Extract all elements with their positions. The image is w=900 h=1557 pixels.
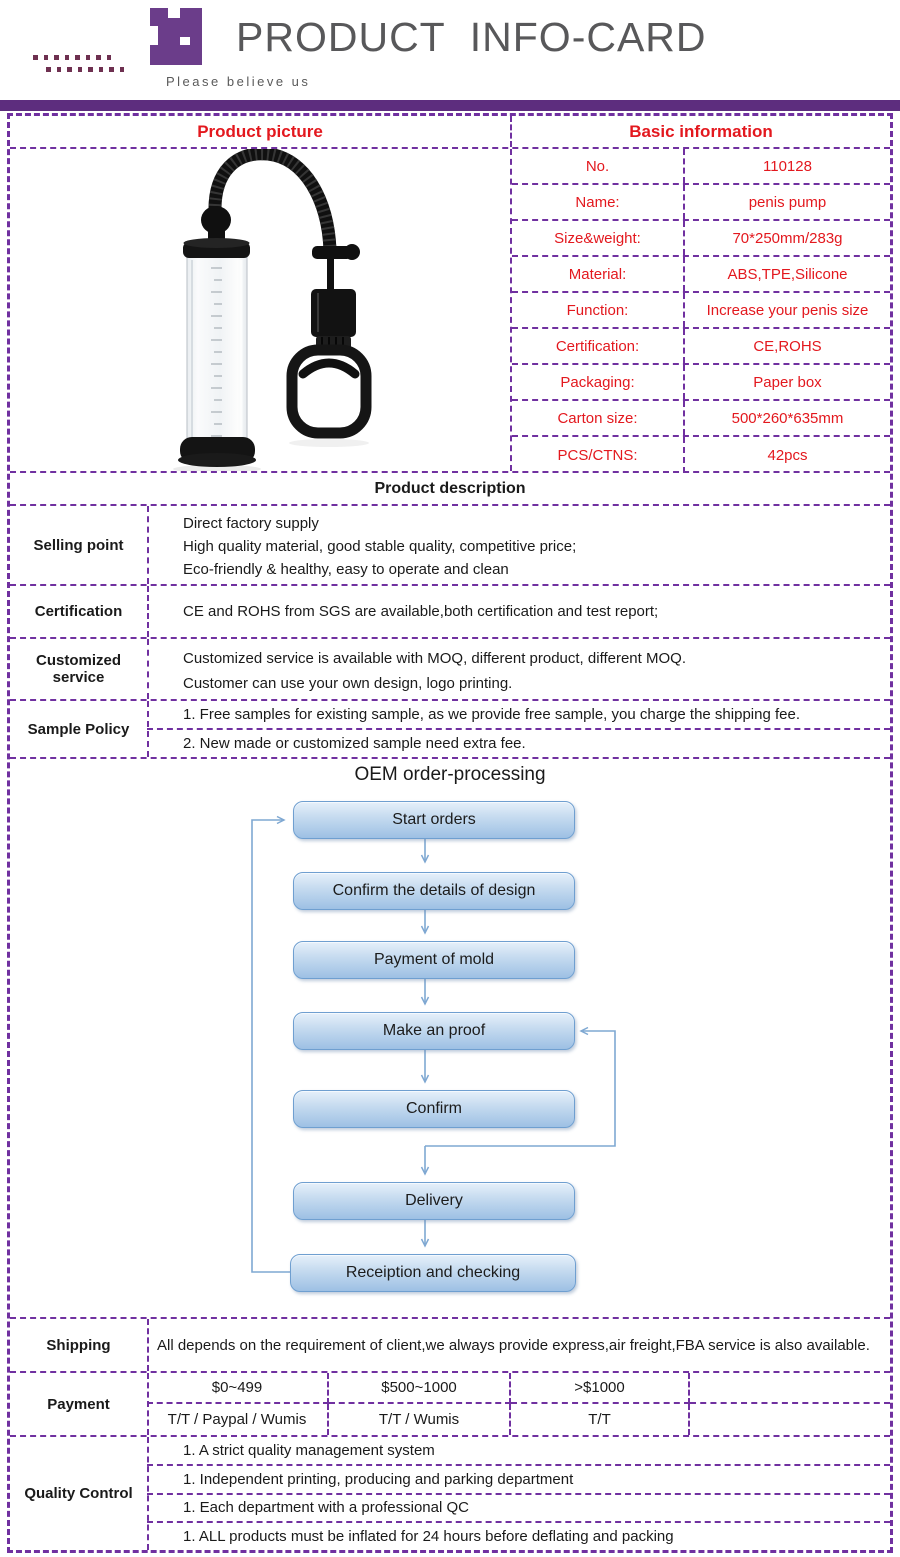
sample-policy-line: 2. New made or customized sample need extra fee.	[183, 735, 526, 752]
payment-label: Payment	[10, 1373, 149, 1435]
customized-service-label: Customized service	[10, 639, 149, 699]
flow-step-payment-mold: Payment of mold	[293, 941, 575, 979]
basic-info-column-header: Basic information	[629, 121, 773, 141]
basic-info-row	[512, 329, 890, 365]
dot-pattern-row1	[33, 55, 111, 60]
basic-info-value: CE,ROHS	[753, 337, 822, 355]
flow-step-start-orders: Start orders	[293, 801, 575, 839]
basic-info-label: Packaging:	[512, 365, 685, 399]
quality-control-label: Quality Control	[10, 1437, 149, 1550]
flow-step-confirm: Confirm	[293, 1090, 575, 1128]
dot-pattern-row2	[46, 67, 124, 72]
shipping-row	[10, 1319, 890, 1373]
customized-service-text	[147, 639, 890, 699]
basic-info-label: Carton size:	[512, 401, 685, 435]
certification-text: CE and ROHS from SGS are available,both certification and test report;	[183, 603, 659, 620]
quality-control-item: 1. A strict quality management system	[147, 1437, 890, 1466]
basic-info-row	[512, 257, 890, 293]
product-photo	[10, 149, 510, 471]
basic-info-label: Material:	[512, 257, 685, 291]
basic-info-label: Size&weight:	[512, 221, 685, 255]
payment-tier3-methods: T/T	[511, 1404, 690, 1435]
payment-tier4-methods	[690, 1404, 890, 1435]
selling-point-row	[10, 506, 890, 586]
flow-step-reception-checking: Receiption and checking	[290, 1254, 576, 1292]
quality-control-list	[147, 1437, 890, 1550]
basic-info-row	[512, 149, 890, 185]
flow-step-confirm-design: Confirm the details of design	[293, 872, 575, 910]
basic-info-label: Certification:	[512, 329, 685, 363]
selling-point-text	[147, 506, 890, 584]
flow-step-make-proof: Make an proof	[293, 1012, 575, 1050]
basic-info-row	[512, 365, 890, 401]
basic-info-row	[512, 293, 890, 329]
basic-info-value: Paper box	[753, 373, 822, 391]
basic-info-value: 110128	[763, 157, 812, 175]
basic-info-label: Name:	[512, 185, 685, 219]
basic-info-row	[512, 221, 890, 257]
payment-table	[147, 1373, 890, 1435]
customized-service-line: Customized service is available with MOQ, different product, different MOQ.	[183, 650, 686, 667]
selling-point-label: Selling point	[10, 506, 149, 584]
flow-step-delivery: Delivery	[293, 1182, 575, 1220]
quality-control-item: 1. Independent printing, producing and parking department	[147, 1466, 890, 1495]
customized-service-row	[10, 639, 890, 701]
payment-tier2-range: $500~1000	[329, 1373, 511, 1404]
certification-label: Certification	[10, 586, 149, 637]
sample-policy-label: Sample Policy	[10, 701, 149, 757]
selling-point-line: Eco-friendly & healthy, easy to operate and clean	[183, 561, 509, 578]
selling-point-line: High quality material, good stable quality, competitive price;	[183, 538, 577, 555]
selling-point-line: Direct factory supply	[183, 515, 319, 532]
info-card-table	[7, 113, 893, 1553]
basic-info-value: penis pump	[748, 193, 827, 211]
basic-info-value: Increase your penis size	[706, 301, 869, 319]
page-title: PRODUCT INFO-CARD	[236, 14, 707, 60]
basic-info-row	[512, 401, 890, 437]
customized-service-line: Customer can use your own design, logo printing.	[183, 675, 513, 692]
payment-tier1-methods: T/T / Paypal / Wumis	[147, 1404, 329, 1435]
basic-info-label: PCS/CTNS:	[512, 437, 685, 473]
payment-tier4-range	[690, 1373, 890, 1404]
basic-info-label: Function:	[512, 293, 685, 327]
shipping-text: All depends on the requirement of client,we always provide express,air freight,FBA service is also available.	[157, 1336, 870, 1354]
brand-logo-icon	[148, 7, 204, 67]
quality-control-item: 1. ALL products must be inflated for 24 hours before deflating and packing	[183, 1528, 674, 1546]
payment-tier2-methods: T/T / Wumis	[329, 1404, 511, 1435]
product-picture-cell	[10, 149, 512, 471]
basic-info-value: 42pcs	[767, 446, 808, 464]
quality-control-item: 1. Each department with a professional QC	[147, 1495, 890, 1524]
shipping-label: Shipping	[10, 1319, 149, 1371]
quality-control-row	[10, 1437, 890, 1550]
description-header: Product description	[10, 473, 890, 506]
payment-tier3-range: >$1000	[511, 1373, 690, 1404]
basic-info-value: 70*250mm/283g	[732, 229, 843, 247]
basic-info-row	[512, 185, 890, 221]
flowchart-title: OEM order-processing	[354, 764, 546, 785]
basic-info-row	[512, 437, 890, 473]
oem-flowchart-section	[10, 759, 890, 1319]
payment-tier1-range: $0~499	[147, 1373, 329, 1404]
certification-row	[10, 586, 890, 639]
sample-policy-row	[10, 701, 890, 759]
picture-column-header: Product picture	[10, 116, 512, 147]
sample-policy-text	[147, 701, 890, 757]
brand-tagline: Please believe us	[166, 74, 311, 89]
header-divider-bar	[0, 100, 900, 111]
basic-info-value: ABS,TPE,Silicone	[727, 265, 848, 283]
sample-policy-line: 1. Free samples for existing sample, as we provide free sample, you charge the shipping fee.	[147, 701, 890, 730]
table-header-row	[10, 116, 890, 149]
basic-info-value: 500*260*635mm	[731, 409, 844, 427]
picture-and-basic-row	[10, 149, 890, 473]
basic-info-label: No.	[512, 149, 685, 183]
payment-row	[10, 1373, 890, 1437]
basic-info-table	[512, 149, 890, 471]
